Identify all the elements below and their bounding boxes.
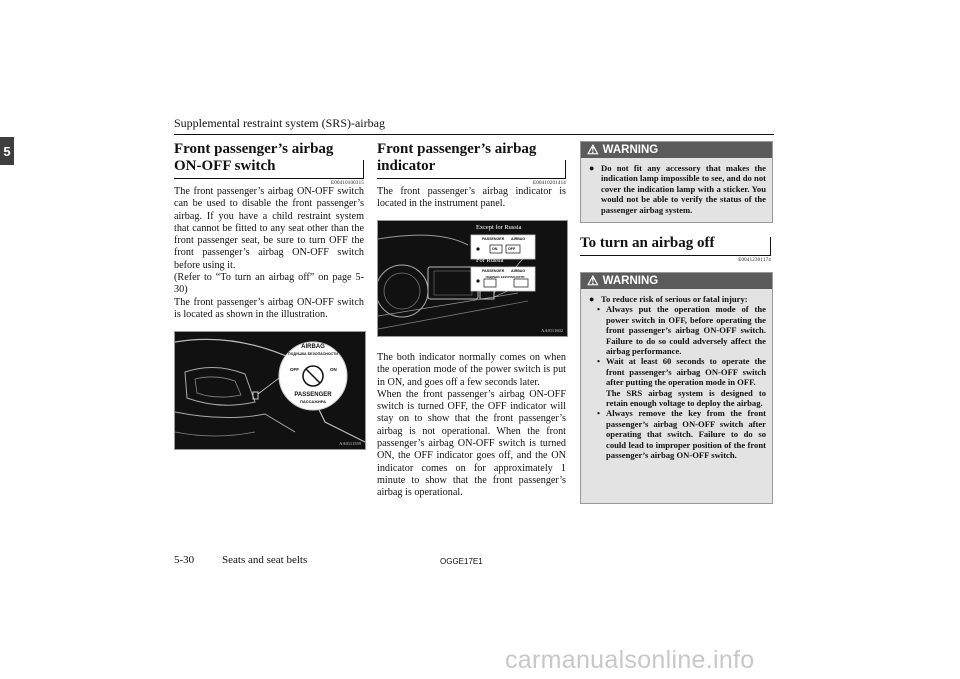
warning-header (581, 142, 772, 158)
warning-intro: To reduce risk of serious or fatal injury: (601, 294, 748, 304)
warning-header (581, 273, 772, 289)
warning-subitem (597, 408, 766, 460)
panel-label-on: ON (492, 247, 498, 251)
panel-label-passenger: PASSENGER (482, 269, 505, 273)
sub-bullet-icon: • (597, 408, 601, 419)
illus-label-airbag: AIRBAG (301, 344, 325, 350)
warning-subitem (597, 304, 766, 356)
paragraph: (Refer to “To turn an airbag off” on page 5-30) (174, 272, 364, 296)
illus-code: AA0111559 (339, 441, 361, 446)
bullet-icon: ● (589, 163, 595, 173)
running-header: Supplemental restraint system (SRS)-airbag (174, 116, 385, 130)
header-rule (174, 134, 774, 135)
column-2 (377, 141, 566, 211)
page-number: 5-30 (174, 554, 195, 566)
warning-title: WARNING (602, 144, 659, 156)
paragraph: The front passenger’s airbag ON-OFF switch is located as shown in the illustration. (174, 296, 364, 320)
sub-bullet-icon: • (597, 304, 601, 315)
turn-off-section (580, 235, 771, 263)
panel-label-ru: ПОДУШКА БЕЗОПАСНОСТИ (485, 275, 525, 279)
illus-label-ru: ПОДУШКА БЕЗОПАСНОСТИ (288, 352, 338, 356)
warning-title: WARNING (602, 275, 659, 287)
warning-box-turn-off (580, 272, 773, 504)
section-heading-switch: Front passenger’s airbag ON-OFF switch (174, 141, 334, 174)
bullet-icon: ● (589, 294, 595, 304)
illus-label-ru2: ПАССАЖИРА (300, 399, 326, 404)
illus-code: AA0111602 (541, 328, 563, 333)
warning-item (589, 294, 766, 304)
panel-label-off: OFF (508, 247, 516, 251)
paragraph: The front passenger’s airbag ON-OFF switch can be used to disable the front passenger’s airbag. If you have a child restraint system that cannot be fitted to any seat other than the front passenger seat, be sure to turn OFF the front passenger’s airbag ON-OFF switch before using it. (174, 186, 364, 271)
warning-subitem-text: The SRS airbag system is designed to retain enough voltage to deploy the airbag. (606, 387, 766, 409)
column-1 (174, 141, 364, 321)
warning-subitem (597, 356, 766, 387)
watermark: carmanualsonline.info (505, 646, 755, 674)
paragraph: When the front passenger’s airbag ON-OFF switch is turned OFF, the OFF indicator will stay on to show that the front passenger’s airbag is not operational. When the front passenger’s airbag ON-OFF switch is turned ON, the OFF indicator goes off, and the ON indicator comes on for approximately 1 minute to show that the front passenger’s airbag is operational. (377, 388, 566, 499)
warning-item-text: Do not fit any accessory that makes the indication lamp impossible to see, and do not cover the indication lamp with a sticker. You would not be able to verify the status of the passenger airbag system. (601, 163, 766, 215)
heading-rule (174, 178, 364, 179)
heading-rule (377, 178, 566, 179)
instrument-panel-drawing (378, 221, 567, 336)
warning-triangle-icon: ⚠ (587, 142, 599, 157)
warning-subitem-text: Wait at least 60 seconds to operate the front passenger’s airbag ON-OFF switch after putting the operation mode in OFF. (606, 356, 766, 388)
heading-rule (580, 255, 771, 256)
section-code: E00410201414 (533, 181, 566, 186)
illus-label-passenger: PASSENGER (294, 392, 332, 398)
warning-triangle-icon: ⚠ (587, 273, 599, 288)
switch-illustration (174, 331, 366, 450)
section-code: E00412301174 (738, 258, 771, 263)
illus-label-on: ON (330, 367, 337, 372)
section-heading-turn-off: To turn an airbag off (580, 235, 715, 251)
panel-label-passenger: PASSENGER (482, 237, 505, 241)
warning-subitem-text: Always remove the key from the front passenger’s airbag ON-OFF switch after operating that switch. Failure to do so could lead to improper position of the front passenger’s airbag ON-OFF switch. (606, 408, 766, 461)
illus-label-off: OFF (290, 367, 299, 372)
section-code: E00410100315 (331, 181, 364, 186)
indicator-illustration (377, 220, 568, 337)
sub-bullet-icon: • (597, 356, 601, 367)
warning-body (581, 289, 772, 467)
paragraph: The both indicator normally comes on when the operation mode of the power switch is put in ON, and goes off a few seconds later. (377, 352, 566, 388)
panel-label-airbag: AIRBAG (511, 269, 526, 273)
label-for-russia: For Russia (476, 257, 504, 264)
column-2-body (377, 352, 566, 500)
warning-box-indicator (580, 141, 773, 223)
footer-section: Seats and seat belts (222, 554, 308, 566)
warning-item (589, 163, 766, 215)
section-heading-indicator: Front passenger’s airbag indicator (377, 141, 537, 174)
label-except-russia: Except for Russia (476, 224, 522, 231)
chapter-tab: 5 (0, 137, 14, 165)
warning-subitem-text: Always put the operation mode of the power switch in OFF, before operating the front passenger’s airbag ON-OFF switch. Failure to do so could adversely affect the airbag performance. (606, 304, 766, 357)
panel-label-airbag: AIRBAG (511, 237, 526, 241)
footer-code: OGGE17E1 (440, 557, 483, 566)
warning-body (581, 158, 772, 221)
paragraph: The front passenger’s airbag indicator is located in the instrument panel. (377, 186, 566, 210)
warning-subitem-continued (597, 388, 766, 409)
